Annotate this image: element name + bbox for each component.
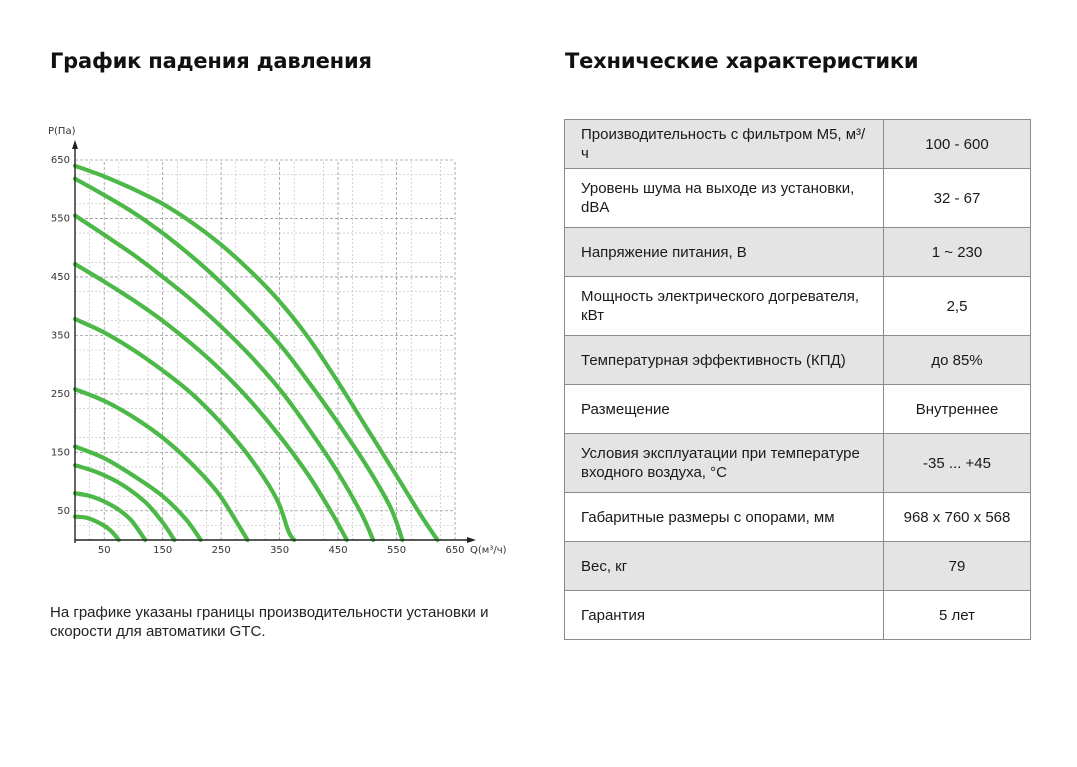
spec-label: Мощность электрического догревателя, кВт	[565, 277, 884, 336]
chart-tick-labels	[51, 155, 465, 556]
x-tick-label: 250	[211, 545, 231, 556]
spec-row	[565, 120, 1031, 169]
x-axis-arrow	[467, 537, 476, 543]
y-tick-label: 450	[50, 271, 70, 283]
spec-row	[565, 169, 1031, 228]
y-tick-label: 150	[50, 447, 70, 459]
spec-label: Температурная эффективность (КПД)	[565, 336, 884, 385]
x-tick-label: 50	[97, 545, 111, 556]
spec-label: Вес, кг	[565, 542, 884, 591]
chart-note: На графике указаны границы производительности установки и скорости для автоматики GTC.	[50, 604, 489, 640]
spec-value: 5 лет	[884, 591, 1031, 640]
spec-label: Напряжение питания, В	[565, 228, 884, 277]
y-axis-arrow	[72, 140, 78, 149]
spec-row	[565, 228, 1031, 277]
spec-row	[565, 336, 1031, 385]
pressure-curve-10	[75, 166, 438, 540]
specs-table	[564, 119, 1031, 640]
spec-label: Уровень шума на выходе из установки, dBA	[565, 169, 884, 228]
x-tick-label: 350	[270, 545, 290, 556]
spec-value: 968 х 760 х 568	[884, 493, 1031, 542]
x-tick-label: 550	[386, 545, 407, 556]
spec-row	[565, 434, 1031, 493]
spec-label: Условия эксплуатации при температуре входного воздуха, °С	[565, 434, 884, 493]
spec-value: Внутреннее	[884, 385, 1031, 434]
y-tick-label: 50	[57, 505, 70, 517]
y-tick-label: 650	[50, 155, 70, 166]
specs-title: Технические характеристики	[565, 49, 919, 73]
spec-label: Гарантия	[565, 591, 884, 640]
chart-axes	[72, 140, 476, 543]
chart-title: График падения давления	[50, 49, 372, 73]
pressure-curve-1	[75, 517, 119, 540]
spec-row	[565, 385, 1031, 434]
spec-row	[565, 542, 1031, 591]
x-tick-label: 450	[328, 545, 348, 556]
spec-value: 2,5	[884, 277, 1031, 336]
x-tick-label: 650	[445, 545, 465, 556]
spec-label: Производительность с фильтром М5, м³/ч	[565, 120, 884, 169]
y-tick-label: 350	[50, 330, 70, 342]
spec-value: 1 ~ 230	[884, 228, 1031, 277]
pressure-curve-6	[75, 319, 294, 540]
y-tick-label: 550	[50, 213, 70, 225]
pressure-drop-chart	[40, 118, 520, 563]
spec-row	[565, 277, 1031, 336]
spec-label: Размещение	[565, 385, 884, 434]
x-axis-label: Q(м³/ч)	[470, 545, 507, 556]
x-tick-label: 150	[153, 545, 173, 556]
spec-value: 100 - 600	[884, 120, 1031, 169]
spec-row	[565, 493, 1031, 542]
spec-label: Габаритные размеры с опорами, мм	[565, 493, 884, 542]
spec-value: -35 ... +45	[884, 434, 1031, 493]
y-tick-label: 250	[50, 388, 70, 400]
y-axis-label: P(Па)	[48, 126, 76, 137]
chart-curves	[75, 166, 438, 540]
spec-value: до 85%	[884, 336, 1031, 385]
spec-value: 79	[884, 542, 1031, 591]
pressure-curve-8	[75, 216, 373, 541]
pressure-curve-7	[75, 264, 347, 540]
spec-value: 32 - 67	[884, 169, 1031, 228]
spec-row	[565, 591, 1031, 640]
